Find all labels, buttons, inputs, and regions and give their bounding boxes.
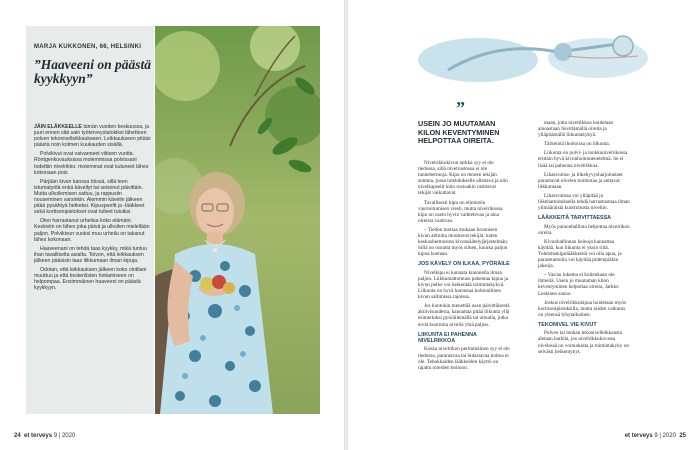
paragraph: – Tiedon tuottaa mukaan kroonisen kivun alttiutta muuttavat tekijät, kuten keskushermoston kivunsäätelyjärjestelmän. Sillä on osuutta myös siihen, kuinka paljon kipua koetaan. [418, 226, 509, 258]
story-body [34, 124, 151, 294]
paragraph: Olen harrastanut urheilua koko elämäni. Keskiviin on lähes joka päivä ja ulkoilen mielellään paljon. Polvikivun vuoksi muu urheilu on takanut lähes kokonaan. [34, 218, 150, 243]
paragraph: Odotan, että leikkauksen jälkeen koko olotilani muuttuu ja että kestenlisten hoitamiseen on helpompaa. Ensimmäinen haaveeni on päästä kyykkyyn. [34, 266, 147, 292]
article-column-2 [538, 120, 630, 358]
paragraph: Lihasvoima- ja liikehyvysharjoitukset parantavat nivelen toimintaa ja auttavat liikkumaan. [538, 171, 623, 190]
paragraph: Pärjään kivun kanssa töissä, sillä teen istumatyötä enkä kävellyt tai seisonut päivittäin. Mutta ulkoilemisen sattuu, ja rappusiin nouseminen varsinkin. Aiemmin kävelin jälkeen pitää pysähtyä hetkeksi. Kipuspeeltt ja -lääkkeet sekä kortisonipistokset ovat tulleet tutuiksi. [34, 178, 145, 216]
paragraph: Kivunhallinnan keinoja kannattaa käyttää, kun liikunta ei yksin riitä. Tulehduskipulääkkeistä voi olla apua, ja parasetamolia voi käyttää pidempiäkin jaksoja. [538, 238, 622, 270]
paragraph: – Vaa'an lukema ei kuitenkaan ole ihmeitä. Usein jo muutaman kilon keventyminen helpottaa oireita, Jarkko Leskinen sanoo. [538, 272, 619, 297]
paragraph: maan, jotta niveltikkoa hoidetaan ainoastaan lievittämällä oireita ja ylläpitämällä liikuntakykyä. [538, 120, 614, 139]
subheading: LIIKUNTA EI PAHENNA NIVELRIKKOA [418, 331, 477, 345]
joint-illustration [418, 30, 648, 90]
pull-quote: USEIN JO MUUTAMAN KILON KEVENTYMINEN HELPOTTAA OIREITA. [418, 119, 500, 146]
page-folio: 24 et terveys 9 | 2020 [14, 433, 76, 439]
paragraph: Nivelkipu ei kannata kuunnella ilman paljon. Liikkumattomuus pahentaa kipua ja kivun pelko voi heikentää toimintakykyä. Liikunta on hyvä harrastaa kohtuullinen kivun sallimissa rajoissa. [418, 269, 509, 301]
story-sidebar [26, 26, 154, 414]
paragraph: Polven tai lonkan tekonivelleikkausta aletaan harkita, jos nivelrikkokivussa nivelessä on voimakasta ja toimintakyky on selvästi heikentynyt. [538, 330, 629, 355]
paragraph: Liikunta on polvi- ja lonkkanivelrikossa erittäin hyvä kivunhoitomenetelmä. Se ei lisää tai pahenna nivelrikkoa. [538, 150, 628, 169]
paragraph: Lihasvoimaa voi ylläpitää ja liikehartoituksella tehdä harrastusmaa ilman ylimääräistä kuormitusta niveliin. [538, 192, 630, 212]
article-column-1 [418, 160, 510, 374]
subheading: TEKONIVEL VIE KIVUT [538, 321, 597, 328]
paragraph: Polvikivut ovat vaivanneet viitisen vuotta. Röntgenkuvauksissa molemmissa polvissani todettiin nivelrikko: molemmat ovat kuluneet lähes kokonaan pois. [34, 151, 149, 176]
paragraph: Haaveenani on tehdä taas kyykky, mikä tuntuu ihan tavalliselta asialta. Toivon, että leikkauksen jälkeen pääsisin taas liikkumaan ilman kipuja. [34, 245, 147, 264]
paragraph: Tavallisesti kipu on elimistön vaurioitumisen viesti, mutta nivelrikossa kipu on usein hyvin vaihtelevaa ja aina oireista vaativaa. [418, 199, 503, 224]
lead-in: JÄIN ELÄKKEELLE [34, 124, 82, 130]
portrait-illustration [155, 26, 320, 414]
quote-mark-icon: ” [456, 98, 465, 118]
portrait-photo [155, 26, 320, 414]
left-page [0, 0, 344, 450]
paragraph: Nivelrikkokivun tarkka syy ei ole tiedossa, sillä nivelrustossa ei ole tunnehermoja. Kipu on monen tekijän summa, jossa tulehdukselle altistava ja niin nivelkapselit kuin rustoakin rasittavat tekijät vaikuttavat. [418, 160, 508, 197]
paragraph: Tärkeintä ihoitoissa on liikunta. [544, 141, 610, 148]
subheading: LÄÄKKEITÄ TARVITTAESSA [538, 215, 612, 222]
paragraph: Myös painonhallinta helpottaa nivelrikon oireita. [538, 223, 630, 236]
paragraph: JÄIN ELÄKKEELLE tämän vuoden keskuussa, ja juuri ennen sitä sain työterveystalokiksi lähetteen polven tekonivelleikkaukseen. Leikkaukseen pitäisi päästä noin kolmen kuukauden sisällä. [34, 124, 151, 149]
headline: ”Haaveeni on päästä kyykkyyn” [34, 57, 151, 86]
paragraph: Jos kuntokin menettää osan päivittäisestä aktiivisuudesta, kannattaa pitää liikunta yllä esimerkiksi pyöräilemällä tai uimalla, jotka eivät kuormita niveliä yhtä paljon. [418, 303, 510, 328]
paragraph: Joskus nivelrikkokipua hoidetaan myös kortisonipistoksilla, mutta niiden vaikutus on yleensä lyhytaikainen. [538, 299, 626, 318]
page-folio: et terveys 9 | 2020 25 [624, 433, 686, 439]
right-page [348, 0, 692, 450]
subheading: JOS KÄVELY ON ILKAA, PYÖRÄILE [418, 261, 510, 268]
paragraph: Koska nivelrikon perimmäinen syy ei ole tiedossa, parantavaa tai hidastavaa hoitoa ei ole. Tehokkaiden lääkkeiden käyttö on rajattu oireiden hoitoon. [418, 346, 510, 371]
byline: MARJA KUKKONEN, 66, HELSINKI [34, 44, 142, 50]
